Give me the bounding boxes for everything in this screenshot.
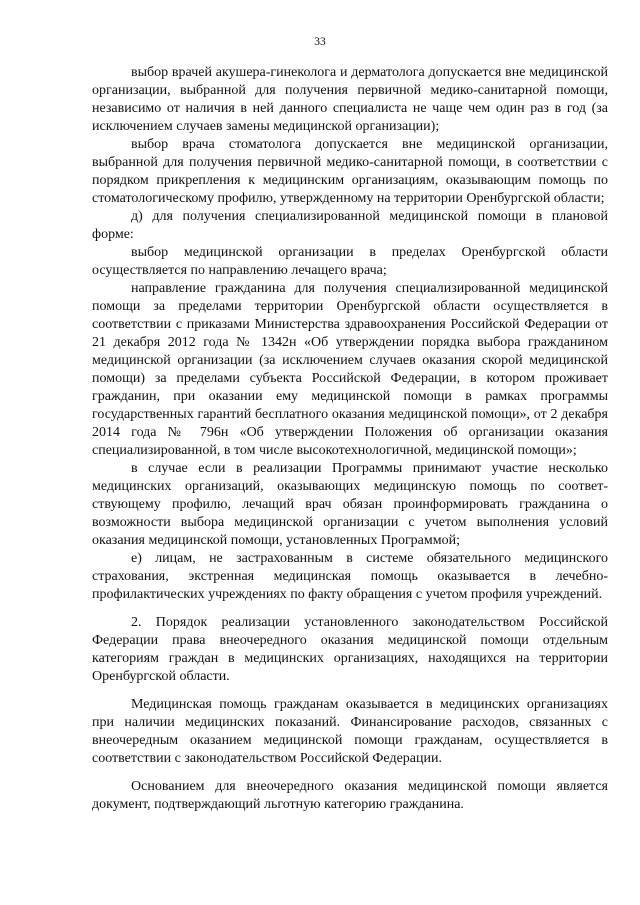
paragraph-gynecologist-choice: выбор врачей акушера-гинеколога и дерматолога допускается вне медицинской организации, выбранной для получения первичной медико-санитарной помощи, независимо от наличия в ней данного специалиста не чаще чем один раз в год (за исключением случаев замены медицинской организации); (92, 65, 608, 134)
paragraph-organization-choice: выбор медицинской организации в пределах Оренбургской области осуществляется по направлению лечащего врача; (92, 245, 608, 278)
paragraph-referral-outside-region: направление гражданина для получения специализированной медицинской помощи за пределами территории Оренбургской области осуществляется в соответствии с приказами Министерства здравоохранения Российской Федерации от 21 декабря 2012 года № 1342н «Об утверждении порядка выбора гражданином медицинской организации (за исключением случаев оказания скорой медицинской помощи) за пределами субъекта Российской Федерации, в котором проживает гражданин, при оказании ему медицинской помощи в рамках программы государственных гарантий бесплатного оказания медицинской помощи», от 2 декабря 2014 года № 796н «Об утверждении Положения об организации оказания специализированной, в том числе высокотехнологичной, медицинской помощи»; (92, 281, 608, 458)
document-body (92, 64, 608, 814)
paragraph-multiple-organizations: в случае если в реализации Программы принимают участие несколько медицинских организаций, оказывающих медицинскую помощь по соответствующему профилю, лечащий врач обязан проинформировать гражданина о возможности выбора медицинской организации с учетом выполнения условий оказания медицинской помощи, установленных Программой; (92, 461, 608, 548)
page-number: 33 (314, 36, 326, 48)
paragraph-priority-care-procedure: 2. Порядок реализации установленного законодательством Российской Федерации права внеочередного оказания медицинской помощи отдельным категориям граждан в медицинских организациях, находящихся на территории Оренбургской области. (92, 615, 608, 684)
paragraph-uninsured-persons: е) лицам, не застрахованным в системе обязательного медицинского страхования, экстренная медицинская помощь оказывается в лечебно-профилактических учреждениях по факту обращения с учетом профиля учреждений. (92, 551, 608, 602)
paragraph-dentist-choice: выбор врача стоматолога допускается вне медицинской организации, выбранной для получения первичной медико-санитарной помощи, в соответствии с порядком прикрепления к медицинским организациям, оказывающим помощь по стоматологическому профилю, утвержденному на территории Оренбургской области; (92, 137, 608, 206)
paragraph-specialized-care: д) для получения специализированной медицинской помощи в плановой форме: (92, 209, 608, 242)
paragraph-priority-basis: Основанием для внеочередного оказания медицинской помощи является документ, подтверждающий льготную категорию гражданина. (92, 779, 608, 812)
paragraph-medical-indications: Медицинская помощь гражданам оказывается в медицинских организациях при наличии медицинских показаний. Финансирование расходов, связанных с внеочередным оказанием медицинской помощи гражданам, осуществляется в соответствии с законодательством Российской Федерации. (92, 697, 608, 766)
